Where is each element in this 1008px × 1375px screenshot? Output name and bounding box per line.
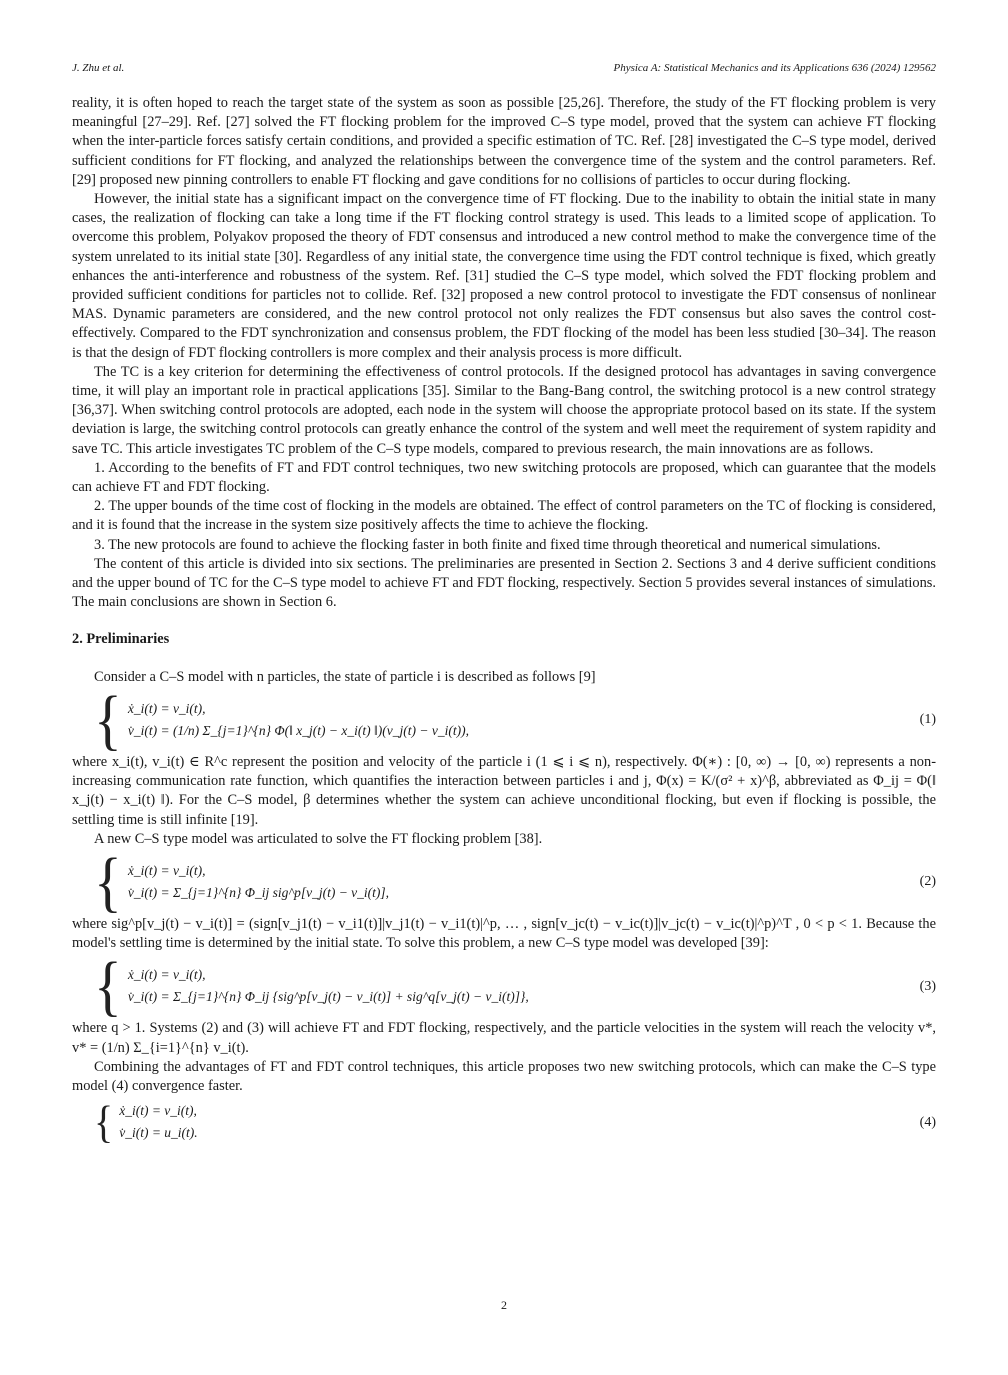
paragraph-cs-model-intro: Consider a C–S model with n particles, the state of particle i is described as follows [9]: [94, 668, 596, 685]
header-journal: Physica A: Statistical Mechanics and its Applications 636 (2024) 129562: [613, 62, 936, 74]
equation-4-line-1: ẋ_i(t) = v_i(t),: [119, 1103, 197, 1119]
equation-2-line-1: ẋ_i(t) = v_i(t),: [127, 862, 206, 878]
equation-3-line-1: ẋ_i(t) = v_i(t),: [127, 967, 206, 983]
paragraph-outline: The content of this article is divided into six sections. The preliminaries are presented in Section 2. Sections 3 and 4 derive sufficient conditions and the upper bound of TC for the C–S type model to achieve FT and FDT flocking, respectively. Section 5 provides several instances of simulations. The main conclusions are shown in Section 6.: [72, 555, 936, 611]
paragraph-eq3-explanation: where q > 1. Systems (2) and (3) will achieve FT and FDT flocking, respectively, and the particle velocities in the system will reach the velocity v*, v* = (1/n) Σ_{i=1}^{n} v_i(t).: [72, 1020, 936, 1056]
page-number: 2: [501, 1298, 507, 1312]
paragraph-time-cost: The TC is a key criterion for determining the effectiveness of control protocols. If the designed protocol has advantages in saving convergence time, it will play an important role in practical applications [35]. Similar to the Bang-Bang control, the switching protocol is a new control strategy [36,37]. When switching control protocols are adopted, each node in the system will choose the appropriate protocol based on its state. If the system deviation is large, the switching control protocols can greatly enhance the control of the system and well meet the requirement of system rapidity and save TC. This article investigates TC problem of the C–S type models, compared to previous research, the main innovations are as follows.: [72, 363, 936, 457]
paragraph-eq1-explanation: where x_i(t), v_i(t) ∈ R^c represent the position and velocity of the particle i (1 ⩽ i ⩽ n), respectively. Φ(∗) : [0, ∞) → [0, ∞) represents a non-increasing communication rate function, which quantifies the interaction between particles i and j, Φ(x) = K/(σ² + x)^β, abbreviated as Φ_ij = Φ(‖ x_j(t) − x_i(t) ‖). For the C–S model, β determines whether the system can achieve unconditional flocking, but even if flocking is possible, the settling time is still infinite [19].: [72, 753, 936, 828]
innovation-item-2: 2. The upper bounds of the time cost of flocking in the models are obtained. The effect of control parameters on the TC of flocking is considered, and it is found that the increase in the system size positively affects the time to achieve the flocking.: [72, 498, 936, 534]
innovation-item-3: 3. The new protocols are found to achieve the flocking faster in both finite and fixed time through theoretical and numerical simulations.: [94, 536, 881, 553]
equation-number: (1): [919, 712, 936, 728]
equation-3: [94, 948, 936, 1024]
header-authors: J. Zhu et al.: [72, 62, 125, 74]
paragraph-ft-flocking: reality, it is often hoped to reach the target state of the system as soon as possible [25,26]. Therefore, the study of the FT flocking problem is very meaningful [27–29]. Ref. [27] solved the FT flocking problem for the improved C–S type model, proved that the system can achieve FT flocking when the inter-particle forces satisfy certain conditions, and provided a specific estimation of TC. Ref. [28] investigated the C–S type model, derived sufficient conditions for FT flocking, and analyzed the relationships between the convergence time of the system and the control parameters. Ref. [29] proposed new pinning controllers to enable FT flocking and gave conditions for no collisions of particles to occur during flocking.: [72, 95, 936, 188]
equation-1-line-2: v̇_i(t) = (1/n) Σ_{j=1}^{n} Φ(‖ x_j(t) − x_i(t) ‖)(v_j(t) − v_i(t)),: [127, 722, 469, 738]
equation-4-line-2: v̇_i(t) = u_i(t).: [119, 1125, 198, 1141]
equation-number: (3): [919, 978, 936, 994]
paragraph-ft-model-intro: A new C–S type model was articulated to solve the FT flocking problem [38].: [94, 830, 543, 847]
section-heading: 2. Preliminaries: [72, 631, 170, 648]
equation-number: (4): [919, 1114, 936, 1130]
left-brace: {: [94, 1095, 114, 1148]
left-brace: {: [94, 948, 122, 1024]
left-brace: {: [94, 843, 122, 919]
innovation-item-1: 1. According to the benefits of FT and FDT control techniques, two new switching protocols are proposed, which can guarantee that the models can achieve FT and FDT flocking.: [72, 459, 936, 496]
equation-2: [94, 843, 936, 919]
equation-1-line-1: ẋ_i(t) = v_i(t),: [127, 700, 206, 716]
equation-3-line-2: v̇_i(t) = Σ_{j=1}^{n} Φ_ij {sig^p[v_j(t) − v_i(t)] + sig^q[v_j(t) − v_i(t)]},: [127, 989, 529, 1005]
paragraph-switching-intro: Combining the advantages of FT and FDT control techniques, this article proposes two new switching protocols, which can make the C–S type model (4) convergence faster.: [72, 1058, 936, 1094]
equation-number: (2): [919, 874, 936, 890]
paragraph-eq2-explanation: where sig^p[v_j(t) − v_i(t)] = (sign[v_j1(t) − v_i1(t)]|v_j1(t) − v_i1(t)|^p, … , sign[v_jc(t) − v_ic(t)]|v_jc(t) − v_ic(t)|^p)^T , 0 < p < 1. Because the model's settling time is determined by the initial state. To solve this problem, a new C–S type model was developed [39]:: [72, 915, 936, 952]
paragraph-fdt-flocking: However, the initial state has a significant impact on the convergence time of FT flocking. Due to the inability to obtain the initial state in many cases, the realization of flocking can take a long time if the FT flocking control strategy is used. This leads to a limited scope of application. To overcome this problem, Polyakov proposed the theory of FDT consensus and introduced a new control method to make the convergence time of the system unrelated to its initial state [30]. Regardless of any initial state, the convergence time using the FDT control technique is fixed, which greatly enhances the anti-interference and robustness of the system. Ref. [31] studied the C–S type model, which solved the FDT flocking problem and provided sufficient conditions for particles not to collide. Ref. [32] proposed a new control protocol to investigate the FDT consensus of nonlinear MAS. Dynamic parameters are considered, and the new control protocol not only realizes the FDT consensus but also saves the control cost-effectively. Compared to the FDT synchronization and consensus problem, the FDT flocking of the model has been less studied [30–34]. The reason is that the design of FDT flocking controllers is more complex and their analysis process is more difficult.: [72, 191, 936, 361]
article-body: [72, 94, 936, 1148]
equation-4: [94, 1095, 936, 1148]
equation-1: [94, 681, 936, 757]
left-brace: {: [94, 681, 122, 757]
equation-2-line-2: v̇_i(t) = Σ_{j=1}^{n} Φ_ij sig^p[v_j(t) − v_i(t)],: [127, 884, 390, 900]
